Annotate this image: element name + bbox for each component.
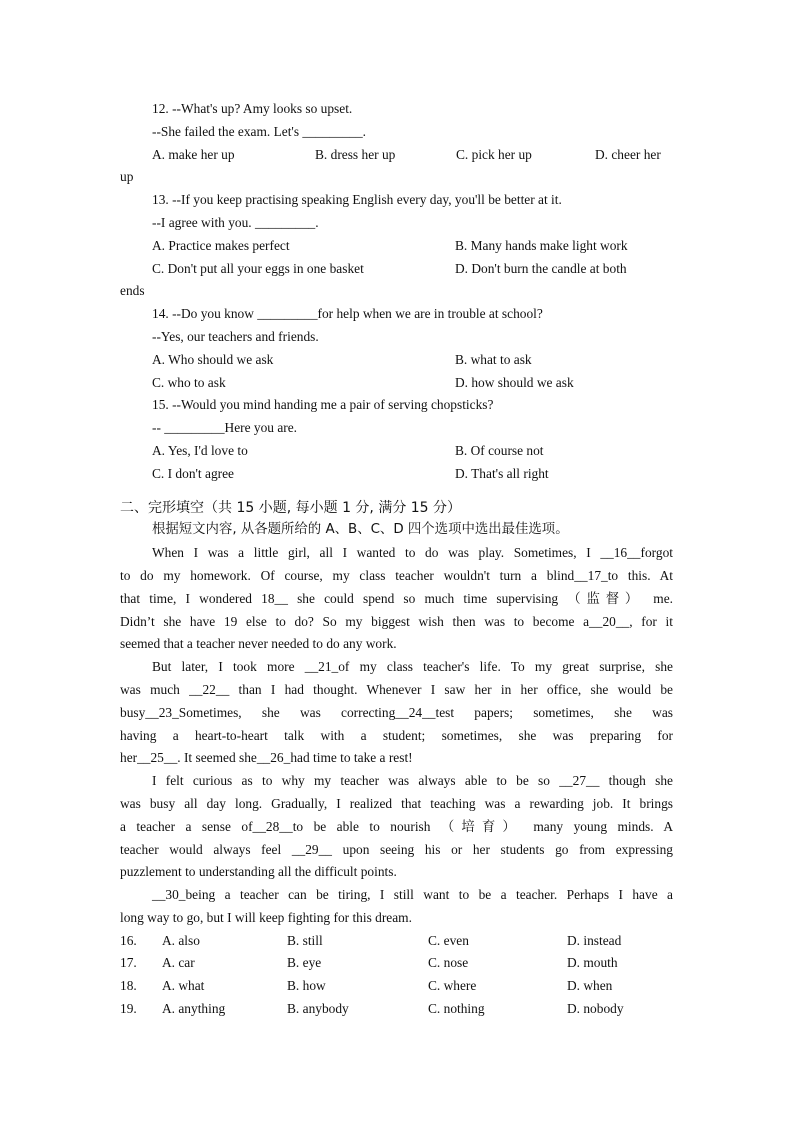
choice-option-c[interactable]: C. nose bbox=[428, 955, 469, 971]
question-14-line2: --Yes, our teachers and friends. bbox=[152, 328, 319, 344]
q12-option-a[interactable]: A. make her up bbox=[152, 146, 235, 162]
q14-option-d[interactable]: D. how should we ask bbox=[455, 374, 574, 390]
choice-option-c[interactable]: C. even bbox=[428, 932, 469, 948]
q14-option-c[interactable]: C. who to ask bbox=[152, 374, 226, 390]
q12-option-d[interactable]: D. cheer her bbox=[595, 146, 661, 162]
question-15-stem: 15. --Would you mind handing me a pair of serving chopsticks? bbox=[152, 397, 494, 413]
question-15-options-ab bbox=[120, 440, 673, 463]
passage-line: seemed that a teacher never needed to do any work. bbox=[120, 636, 397, 652]
page-content bbox=[120, 98, 673, 1021]
section-2-instruction: 根据短文内容, 从各题所给的 A、B、C、D 四个选项中选出最佳选项。 bbox=[152, 522, 569, 538]
choice-option-d[interactable]: D. when bbox=[567, 978, 613, 994]
choice-option-d[interactable]: D. nobody bbox=[567, 1001, 624, 1017]
passage-line: Didn’t she have 19 else to do? So my biggest wish then was to become a__20__, for it bbox=[120, 613, 673, 629]
choice-number: 18. bbox=[120, 978, 137, 994]
question-15-line2: -- _________Here you are. bbox=[152, 420, 298, 436]
passage-line: puzzlement to understanding all the difficult points. bbox=[120, 864, 397, 880]
choice-option-c[interactable]: C. nothing bbox=[428, 1001, 485, 1017]
question-15-options-cd bbox=[120, 463, 673, 486]
passage-line: __30_being a teacher can be tiring, I still want to be a teacher. Perhaps I have a bbox=[152, 887, 673, 903]
q12-option-c[interactable]: C. pick her up bbox=[456, 146, 532, 162]
choice-option-a[interactable]: A. also bbox=[162, 932, 200, 948]
choice-option-a[interactable]: A. what bbox=[162, 978, 205, 994]
question-12-stem: 12. --What's up? Amy looks so upset. bbox=[152, 101, 353, 116]
passage-line: But later, I took more __21_of my class teacher's life. To my great surprise, she bbox=[152, 659, 673, 675]
passage-line: a teacher a sense of__28__to be able to nourish （培育） many young minds. A bbox=[120, 818, 673, 834]
passage-paragraph-3 bbox=[120, 770, 673, 884]
choice-row-19 bbox=[120, 998, 673, 1021]
q14-option-a[interactable]: A. Who should we ask bbox=[152, 351, 274, 367]
passage-line: teacher would always feel __29__ upon seeing his or her students go from expressing bbox=[120, 841, 673, 857]
q15-option-d[interactable]: D. That's all right bbox=[455, 465, 549, 481]
question-13-options-cd bbox=[120, 258, 673, 281]
passage-line: that time, I wondered 18__ she could spend so much time supervising （监督） me. bbox=[120, 590, 673, 606]
passage-paragraph-4 bbox=[120, 884, 673, 930]
choice-option-b[interactable]: B. how bbox=[287, 978, 326, 994]
question-14-options-ab bbox=[120, 349, 673, 372]
choice-option-b[interactable]: B. anybody bbox=[287, 1001, 349, 1017]
choice-option-d[interactable]: D. mouth bbox=[567, 955, 618, 971]
question-13-stem: 13. --If you keep practising speaking English every day, you'll be better at it. bbox=[152, 192, 562, 208]
passage-line: When I was a little girl, all I wanted to do was play. Sometimes, I __16__forgot bbox=[152, 545, 673, 561]
passage-line: was busy all day long. Gradually, I realized that teaching was a rewarding job. It brings bbox=[120, 795, 673, 811]
passage-line: I felt curious as to why my teacher was always able to be so __27__ though she bbox=[152, 773, 673, 789]
passage-line: to do my homework. Of course, my class teacher wouldn't turn a blind__17_to this. At bbox=[120, 567, 673, 583]
choice-row-17 bbox=[120, 952, 673, 975]
choice-number: 19. bbox=[120, 1001, 137, 1017]
passage-line: was much __22__ than I had thought. Whenever I saw her in her office, she would be bbox=[120, 681, 673, 697]
q15-option-c[interactable]: C. I don't agree bbox=[152, 465, 234, 481]
choice-row-16 bbox=[120, 930, 673, 953]
choice-option-c[interactable]: C. where bbox=[428, 978, 477, 994]
passage-line: long way to go, but I will keep fighting for this dream. bbox=[120, 909, 412, 925]
passage-line: busy__23_Sometimes, she was correcting__24__test papers; sometimes, she was bbox=[120, 704, 673, 720]
choice-number: 17. bbox=[120, 955, 137, 971]
q12-option-b[interactable]: B. dress her up bbox=[315, 146, 396, 162]
choice-option-a[interactable]: A. car bbox=[162, 955, 195, 971]
q13-option-b[interactable]: B. Many hands make light work bbox=[455, 237, 628, 253]
choice-number: 16. bbox=[120, 932, 137, 948]
passage-line: her__25__. It seemed she__26_had time to take a rest! bbox=[120, 750, 413, 766]
q13-option-a[interactable]: A. Practice makes perfect bbox=[152, 237, 290, 253]
question-14-options-cd bbox=[120, 372, 673, 395]
q15-option-b[interactable]: B. Of course not bbox=[455, 442, 544, 458]
q12-option-d-wrap: up bbox=[120, 169, 134, 185]
passage-line: having a heart-to-heart talk with a student; sometimes, she was preparing for bbox=[120, 727, 673, 743]
q15-option-a[interactable]: A. Yes, I'd love to bbox=[152, 442, 248, 458]
question-13-options-ab bbox=[120, 235, 673, 258]
section-2-title: 二、完形填空（共 15 小题, 每小题 1 分, 满分 15 分） bbox=[120, 499, 462, 516]
question-14-stem: 14. --Do you know _________for help when we are in trouble at school? bbox=[152, 306, 543, 322]
q13-option-d[interactable]: D. Don't burn the candle at both bbox=[455, 260, 627, 276]
passage-paragraph-2 bbox=[120, 656, 673, 770]
passage-paragraph-1 bbox=[120, 542, 673, 656]
question-13-line2: --I agree with you. _________. bbox=[152, 214, 319, 230]
question-12-line2: --She failed the exam. Let's _________. bbox=[152, 123, 367, 139]
q13-option-d-wrap: ends bbox=[120, 283, 145, 299]
q14-option-b[interactable]: B. what to ask bbox=[455, 351, 532, 367]
choice-option-b[interactable]: B. eye bbox=[287, 955, 322, 971]
choice-option-a[interactable]: A. anything bbox=[162, 1001, 226, 1017]
question-12-options bbox=[120, 144, 673, 167]
choice-option-d[interactable]: D. instead bbox=[567, 932, 622, 948]
choice-row-18 bbox=[120, 975, 673, 998]
choice-option-b[interactable]: B. still bbox=[287, 932, 323, 948]
q13-option-c[interactable]: C. Don't put all your eggs in one basket bbox=[152, 260, 364, 276]
